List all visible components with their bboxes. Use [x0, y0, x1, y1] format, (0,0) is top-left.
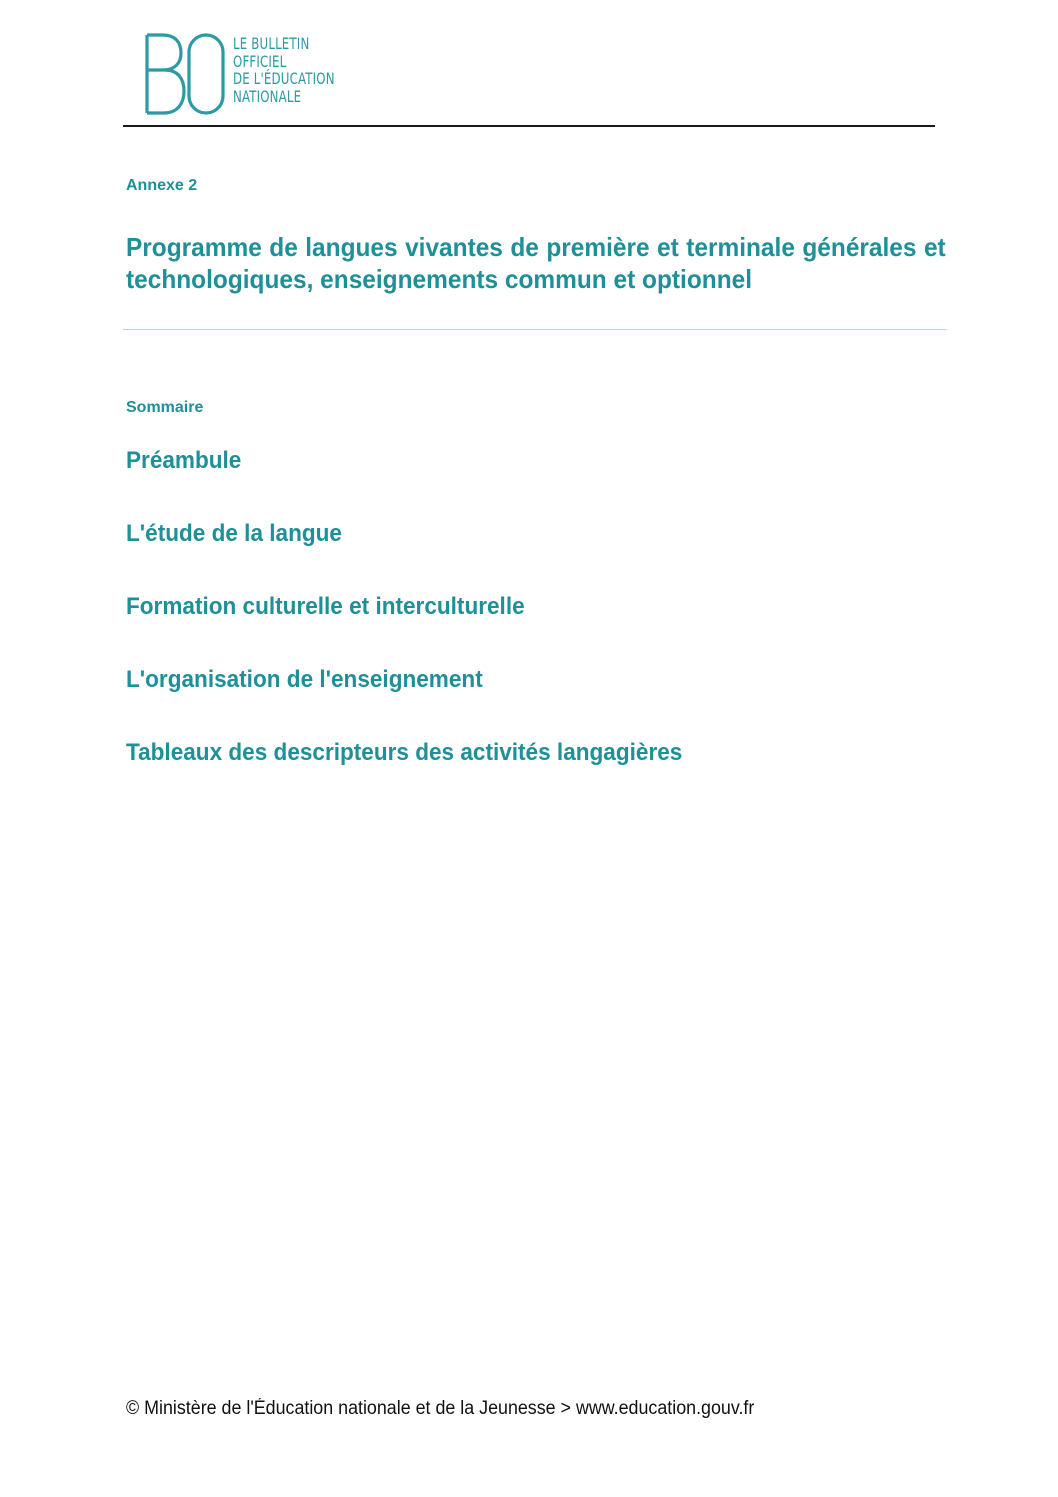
bo-logo [141, 32, 357, 116]
title-divider [123, 329, 947, 330]
toc-item-preambule[interactable]: Préambule [126, 447, 242, 474]
logo-line-2: OFFICIEL [233, 51, 287, 71]
toc-item-etude-langue[interactable]: L'étude de la langue [126, 520, 342, 547]
toc-item-organisation[interactable]: L'organisation de l'enseignement [126, 666, 483, 693]
bo-logo-text [233, 32, 357, 105]
document-title: Programme de langues vivantes de première et terminale générales et technologiques, enseignements commun et optionnel [126, 232, 946, 294]
footer-copyright: © Ministère de l'Éducation nationale et de la Jeunesse > www.education.gouv.fr [126, 1398, 755, 1419]
bo-logo-mark [141, 32, 227, 116]
summary-label: Sommaire [126, 399, 204, 416]
logo-line-4: NATIONALE [233, 86, 302, 106]
logo-line-3: DE L'ÉDUCATION [233, 69, 335, 88]
toc-item-formation-culturelle[interactable]: Formation culturelle et interculturelle [126, 593, 525, 620]
toc-item-tableaux-descripteurs[interactable]: Tableaux des descripteurs des activités langagières [126, 739, 683, 766]
logo-line-1: LE BULLETIN [233, 34, 310, 53]
header-divider [123, 125, 935, 127]
annex-label: Annexe 2 [126, 177, 198, 194]
table-of-contents [126, 446, 718, 811]
